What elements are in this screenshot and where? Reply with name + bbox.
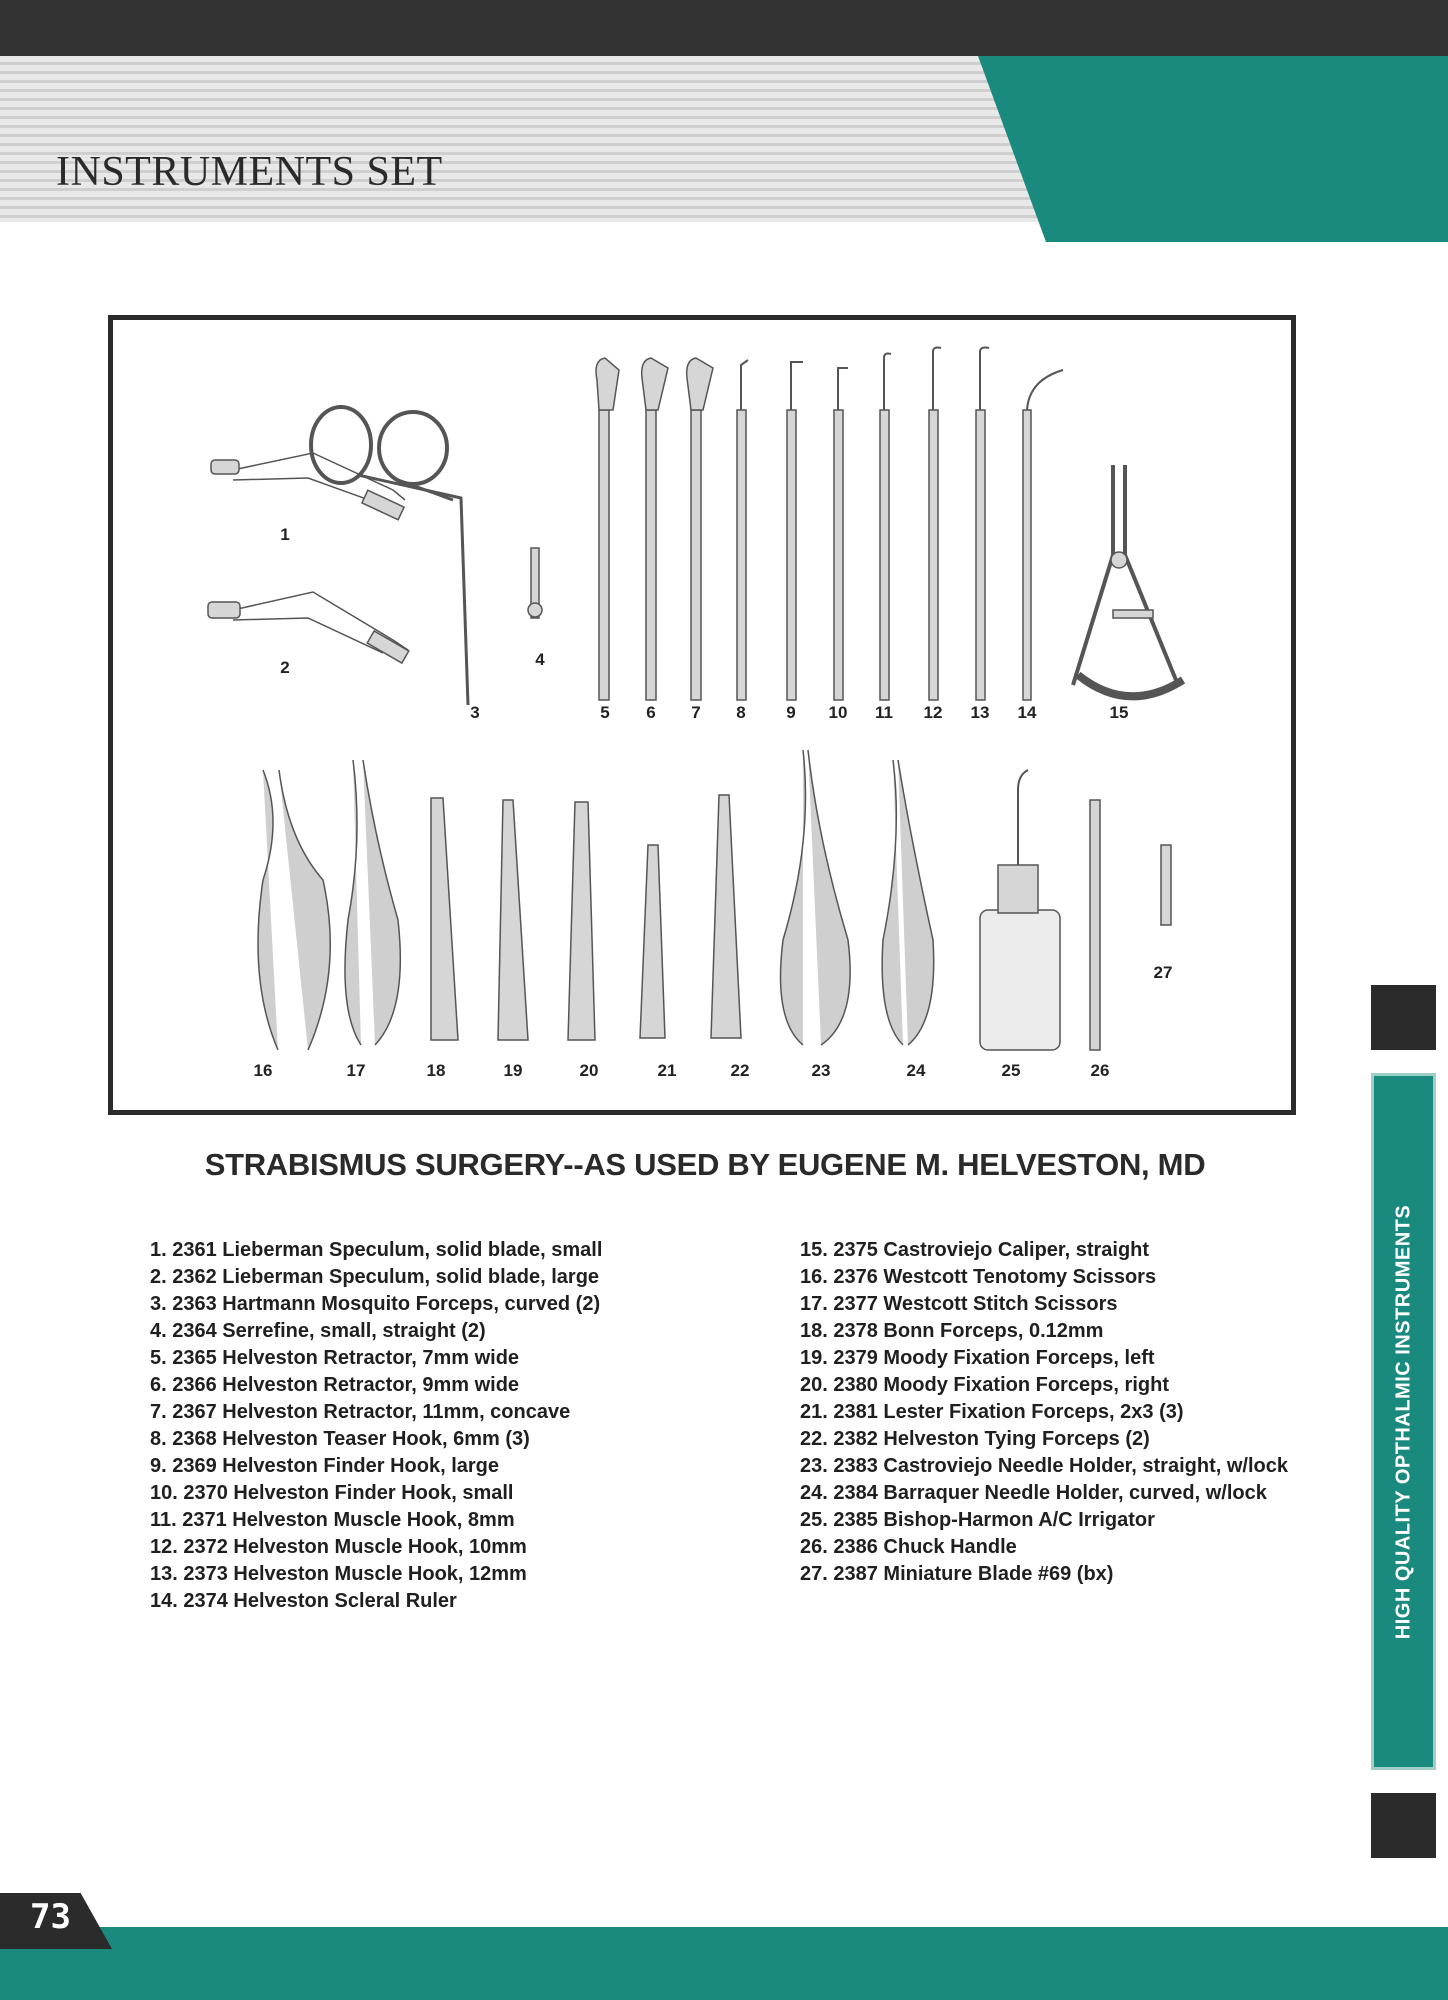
irrigator-bottle-drawing — [980, 770, 1060, 1050]
figure-label-19: 19 — [503, 1061, 523, 1080]
list-item: 25. 2385 Bishop-Harmon A/C Irrigator — [800, 1509, 1155, 1531]
figure-label-26: 26 — [1090, 1061, 1110, 1080]
figure-label-7: 7 — [691, 703, 701, 722]
list-item: 26. 2386 Chuck Handle — [800, 1536, 1017, 1558]
list-item: 14. 2374 Helveston Scleral Ruler — [150, 1590, 457, 1612]
figure-label-22: 22 — [730, 1061, 750, 1080]
list-item: 22. 2382 Helveston Tying Forceps (2) — [800, 1428, 1150, 1450]
figure-label-27: 27 — [1153, 963, 1173, 982]
top-dark-bar — [0, 0, 1448, 56]
figure-label-15: 15 — [1109, 703, 1129, 722]
list-item: 9. 2369 Helveston Finder Hook, large — [150, 1455, 500, 1477]
list-item: 7. 2367 Helveston Retractor, 11mm, concave — [150, 1401, 571, 1423]
instrument-list-left — [150, 1237, 602, 1615]
list-item: 10. 2370 Helveston Finder Hook, small — [150, 1482, 514, 1504]
figure-label-13: 13 — [970, 703, 990, 722]
miniature-blade-drawing — [1161, 845, 1171, 925]
list-item: 19. 2379 Moody Fixation Forceps, left — [800, 1347, 1155, 1369]
caliper-drawing — [1073, 465, 1183, 696]
figure-label-2: 2 — [280, 658, 290, 677]
serrefine-drawing — [528, 548, 542, 618]
list-item: 8. 2368 Helveston Teaser Hook, 6mm (3) — [150, 1428, 530, 1450]
figure-label-8: 8 — [736, 703, 746, 722]
header-teal-block — [978, 56, 1448, 242]
speculum-1-drawing — [211, 453, 405, 520]
scissors-and-forceps-drawing — [258, 750, 934, 1050]
figure-label-14: 14 — [1017, 703, 1037, 722]
figure-label-3: 3 — [470, 703, 480, 722]
speculum-2-drawing — [208, 592, 409, 663]
instrument-figure — [108, 315, 1296, 1115]
list-item: 21. 2381 Lester Fixation Forceps, 2x3 (3) — [800, 1401, 1184, 1423]
figure-label-23: 23 — [811, 1061, 831, 1080]
instrument-list-right — [800, 1237, 1288, 1588]
figure-label-10: 10 — [828, 703, 848, 722]
figure-label-25: 25 — [1001, 1061, 1021, 1080]
list-item: 16. 2376 Westcott Tenotomy Scissors — [800, 1266, 1157, 1288]
figure-label-24: 24 — [906, 1061, 926, 1080]
list-item: 6. 2366 Helveston Retractor, 9mm wide — [150, 1374, 520, 1396]
figure-label-9: 9 — [786, 703, 796, 722]
figure-label-21: 21 — [657, 1061, 677, 1080]
figure-label-17: 17 — [346, 1061, 366, 1080]
list-item: 23. 2383 Castroviejo Needle Holder, straight, w/lock — [800, 1455, 1288, 1477]
list-item: 27. 2387 Miniature Blade #69 (bx) — [800, 1563, 1114, 1585]
figure-label-4: 4 — [535, 650, 545, 669]
sidebar-label: HIGH QUALITY OPTHALMIC INSTRUMENTS — [1392, 1204, 1414, 1639]
list-item: 20. 2380 Moody Fixation Forceps, right — [800, 1374, 1169, 1396]
page-title: INSTRUMENTS SET — [56, 149, 443, 195]
list-item: 24. 2384 Barraquer Needle Holder, curved, w/lock — [800, 1482, 1267, 1504]
figure-label-5: 5 — [600, 703, 610, 722]
sidebar-teal-band — [1371, 1073, 1436, 1770]
list-item: 12. 2372 Helveston Muscle Hook, 10mm — [150, 1536, 527, 1558]
retractors-and-hooks-drawing — [596, 348, 1063, 701]
list-item: 5. 2365 Helveston Retractor, 7mm wide — [150, 1347, 520, 1369]
figure-label-18: 18 — [426, 1061, 446, 1080]
list-item: 4. 2364 Serrefine, small, straight (2) — [150, 1320, 486, 1342]
figure-label-16: 16 — [253, 1061, 273, 1080]
list-item: 17. 2377 Westcott Stitch Scissors — [800, 1293, 1118, 1315]
figure-label-20: 20 — [579, 1061, 599, 1080]
figure-label-12: 12 — [923, 703, 943, 722]
list-item: 3. 2363 Hartmann Mosquito Forceps, curved (2) — [150, 1293, 601, 1315]
list-item: 18. 2378 Bonn Forceps, 0.12mm — [800, 1320, 1104, 1342]
set-title: STRABISMUS SURGERY--AS USED BY EUGENE M. HELVESTON, MD — [204, 1147, 1206, 1182]
sidebar-dark-block-bottom — [1371, 1793, 1436, 1858]
list-item: 15. 2375 Castroviejo Caliper, straight — [800, 1239, 1150, 1261]
figure-label-6: 6 — [646, 703, 656, 722]
list-item: 1. 2361 Lieberman Speculum, solid blade, small — [150, 1239, 603, 1261]
mosquito-forceps-drawing — [311, 407, 468, 705]
page-number: 73 — [30, 1897, 71, 1937]
chuck-handle-drawing — [1090, 800, 1100, 1050]
list-item: 13. 2373 Helveston Muscle Hook, 12mm — [150, 1563, 527, 1585]
figure-label-1: 1 — [280, 525, 290, 544]
sidebar-dark-block-top — [1371, 985, 1436, 1050]
list-item: 11. 2371 Helveston Muscle Hook, 8mm — [150, 1509, 515, 1531]
list-item: 2. 2362 Lieberman Speculum, solid blade, large — [150, 1266, 600, 1288]
footer-teal-bar — [0, 1927, 1448, 2000]
figure-label-11: 11 — [875, 703, 893, 722]
